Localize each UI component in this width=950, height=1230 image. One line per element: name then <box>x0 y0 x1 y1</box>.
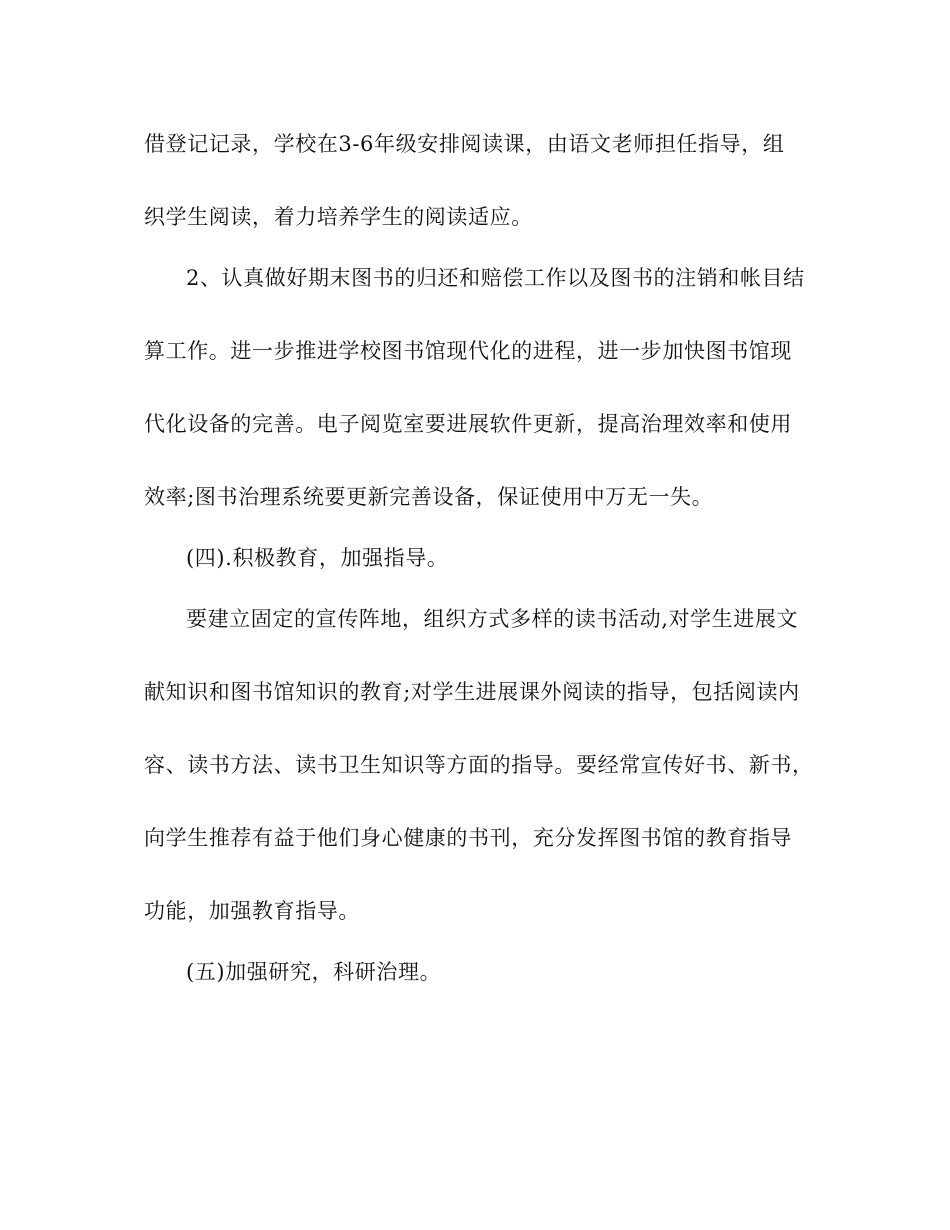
text-line: 借登记记录，学校在3-6年级安排阅读课，由语文老师担任指导，组 <box>144 132 785 156</box>
text-line: 算工作。进一步推进学校图书馆现代化的进程，进一步加快图书馆现 <box>144 339 792 363</box>
text-line: 献知识和图书馆知识的教育;对学生进展课外阅读的指导，包括阅读内 <box>144 680 800 704</box>
text-line: 功能，加强教育指导。 <box>144 899 360 923</box>
text-line: 向学生推荐有益于他们身心健康的书刊，充分发挥图书馆的教育指导 <box>144 826 792 850</box>
text-line: 织学生阅读，着力培养学生的阅读适应。 <box>144 205 533 229</box>
section-heading: (五)加强研究，科研治理。 <box>186 960 442 984</box>
text-line: 容、读书方法、读书卫生知识等方面的指导。要经常宣传好书、新书， <box>144 753 814 777</box>
paragraph-start-line: 2、认真做好期末图书的归还和赔偿工作以及图书的注销和帐目结 <box>186 266 805 290</box>
section-heading: (四).积极教育，加强指导。 <box>186 546 449 570</box>
paragraph-start-line: 要建立固定的宣传阵地，组织方式多样的读书活动,对学生进展文 <box>186 607 799 631</box>
text-line: 代化设备的完善。电子阅览室要进展软件更新，提高治理效率和使用 <box>144 412 792 436</box>
text-line: 效率;图书治理系统要更新完善设备，保证使用中万无一失。 <box>144 485 714 509</box>
